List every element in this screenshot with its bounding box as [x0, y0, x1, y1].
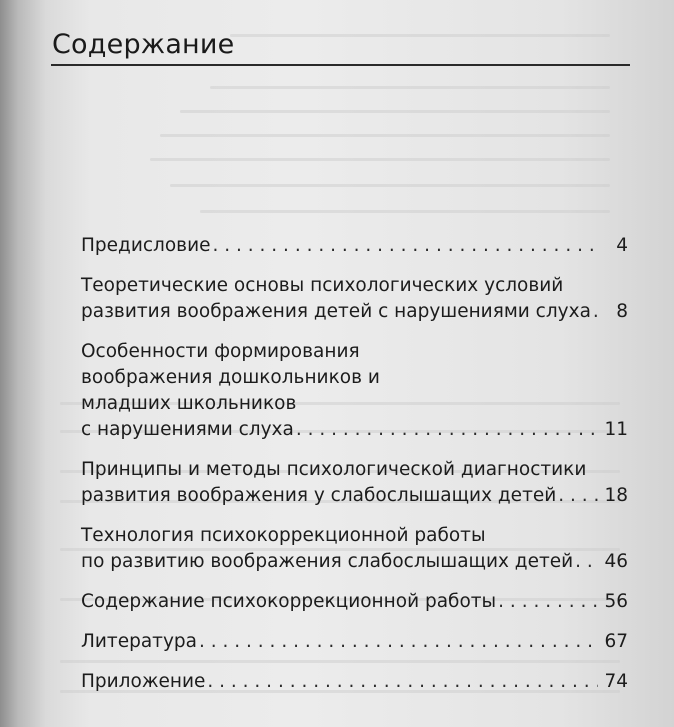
page-title: Содержание [52, 29, 235, 60]
toc-entry[interactable] [81, 273, 628, 325]
toc-entry-row [81, 589, 628, 615]
toc-entry[interactable] [81, 669, 628, 695]
toc-entry-title: развития воображения у слабослышащих детей [81, 485, 557, 506]
dot-leader [207, 669, 598, 695]
toc-entry-row [81, 299, 628, 325]
toc-page-number: 18 [604, 485, 628, 506]
toc-entry[interactable] [81, 523, 628, 575]
toc-page-number: 8 [616, 301, 628, 322]
dot-leader [498, 589, 598, 615]
toc-entry-title-line: Особенности формирования воображения дошкольников и младших школьников [81, 341, 380, 414]
toc-page-number: 67 [604, 631, 628, 652]
toc-entry-title: Приложение [81, 671, 206, 692]
toc-entry-row [81, 417, 628, 443]
toc-entry-row [81, 233, 628, 259]
toc-page-number: 4 [616, 235, 628, 256]
toc-entry[interactable] [81, 629, 628, 655]
dot-leader [296, 417, 599, 443]
toc-entry-title-line: Принципы и методы психологической диагностики [81, 459, 587, 480]
toc-page-number: 56 [604, 591, 628, 612]
dot-leader [593, 299, 600, 325]
toc-entry-title: Предисловие [81, 235, 211, 256]
toc-entry-row [81, 549, 628, 575]
toc-entry[interactable] [81, 339, 628, 443]
toc-entry-row [81, 669, 628, 695]
toc-entry-title: по развитию воображения слабослышащих детей [81, 551, 574, 572]
toc-page-number: 11 [604, 419, 628, 440]
dot-leader [558, 483, 598, 509]
table-of-contents [81, 233, 628, 709]
toc-entry-title: развития воображения детей с нарушениями слуха [81, 301, 591, 322]
toc-entry-title-line: Теоретические основы психологических условий [81, 275, 564, 296]
dot-leader [212, 233, 600, 259]
toc-entry-title: Литература [81, 631, 197, 652]
toc-entry[interactable] [81, 233, 628, 259]
toc-entry-title-line: Технология психокоррекционной работы [81, 525, 486, 546]
toc-page-number: 74 [604, 671, 628, 692]
title-underline [51, 64, 630, 66]
toc-entry-title: с нарушениями слуха [81, 419, 294, 440]
toc-entry[interactable] [81, 589, 628, 615]
toc-entry-row [81, 629, 628, 655]
toc-entry[interactable] [81, 457, 628, 509]
dot-leader [575, 549, 598, 575]
toc-entry-title: Содержание психокоррекционной работы [81, 591, 497, 612]
toc-entry-row [81, 483, 628, 509]
dot-leader [199, 629, 598, 655]
toc-page-number: 46 [604, 551, 628, 572]
